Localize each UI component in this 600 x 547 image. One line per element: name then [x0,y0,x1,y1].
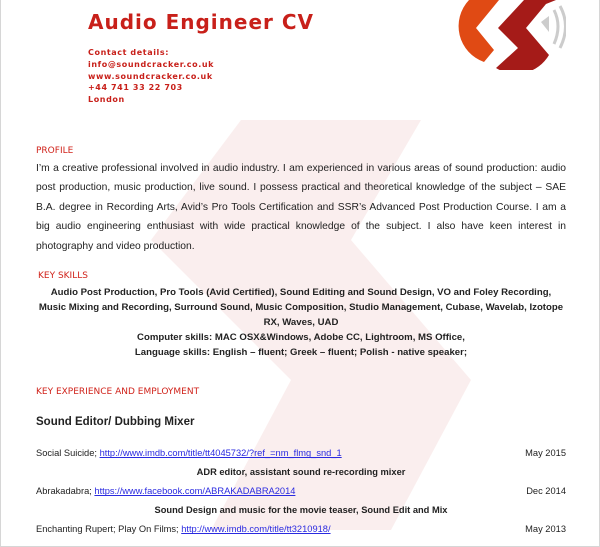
entry-name: Social Suicide; [36,448,100,459]
profile-heading: PROFILE [36,145,74,156]
entry-date: May 2015 [525,448,566,459]
contact-phone: +44 741 33 22 703 [88,83,183,93]
contact-website[interactable]: www.soundcracker.co.uk [88,71,213,81]
entry-link[interactable]: http://www.imdb.com/title/tt3210918/ [181,524,331,535]
entry-link[interactable]: https://www.facebook.com/ABRAKADABRA2014 [94,486,296,497]
job-title: Sound Editor/ Dubbing Mixer [36,416,195,429]
entry-link[interactable]: http://www.imdb.com/title/tt4045732/?ref_=nm_flmg_snd_1 [99,448,342,459]
cv-title: Audio Engineer CV [88,10,315,34]
skills-list: Audio Post Production, Pro Tools (Avid Certified), Sound Editing and Sound Design, VO and Foley Recording, Music Mixing and Recording, Surround Sound, Music Composition, Studio Management, Cubase, Wavelab, Izotope RX, Waves, UAD [38,287,564,329]
experience-entry [36,485,566,498]
experience-entry [36,447,566,460]
entry-date: May 2013 [525,524,566,535]
experience-heading: KEY EXPERIENCE AND EMPLOYMENT [36,387,200,398]
entry-description: ADR editor, assistant sound re-recording mixer [196,467,406,478]
entry-name: Abrakadabra; [36,486,95,497]
entry-name: Enchanting Rupert; Play On Films; [36,524,182,535]
contact-email[interactable]: info@soundcracker.co.uk [88,59,215,69]
contact-location: London [88,95,125,105]
cv-content [1,0,599,546]
entry-date: Dec 2014 [526,486,566,497]
profile-text: I’m a creative professional involved in audio industry. I am experienced in various areas of sound production: audio post production, music production, live sound. I possess practical and theoretical knowledge of the subject – SAE B.A. degree in Recording Arts, Avid’s Pro Tools Certification and SSR’s Advanced Post Production Course. I am a big audio engineering enthusiast with wide practical knowledge of the subject. I also have keen interest in photography and video production. [36,162,566,252]
contact-block [88,47,566,106]
skills-block [36,286,566,360]
computer-skills: Computer skills: MAC OSX&Windows, Adobe CC, Lightroom, MS Office, [137,331,465,343]
language-skills: Language skills: English – fluent; Greek – fluent; Polish - native speaker; [134,346,468,358]
skills-heading: KEY SKILLS [38,271,88,282]
contact-label: Contact details: [88,48,170,57]
entry-description: Sound Design and music for the movie teaser, Sound Edit and Mix [154,505,448,516]
